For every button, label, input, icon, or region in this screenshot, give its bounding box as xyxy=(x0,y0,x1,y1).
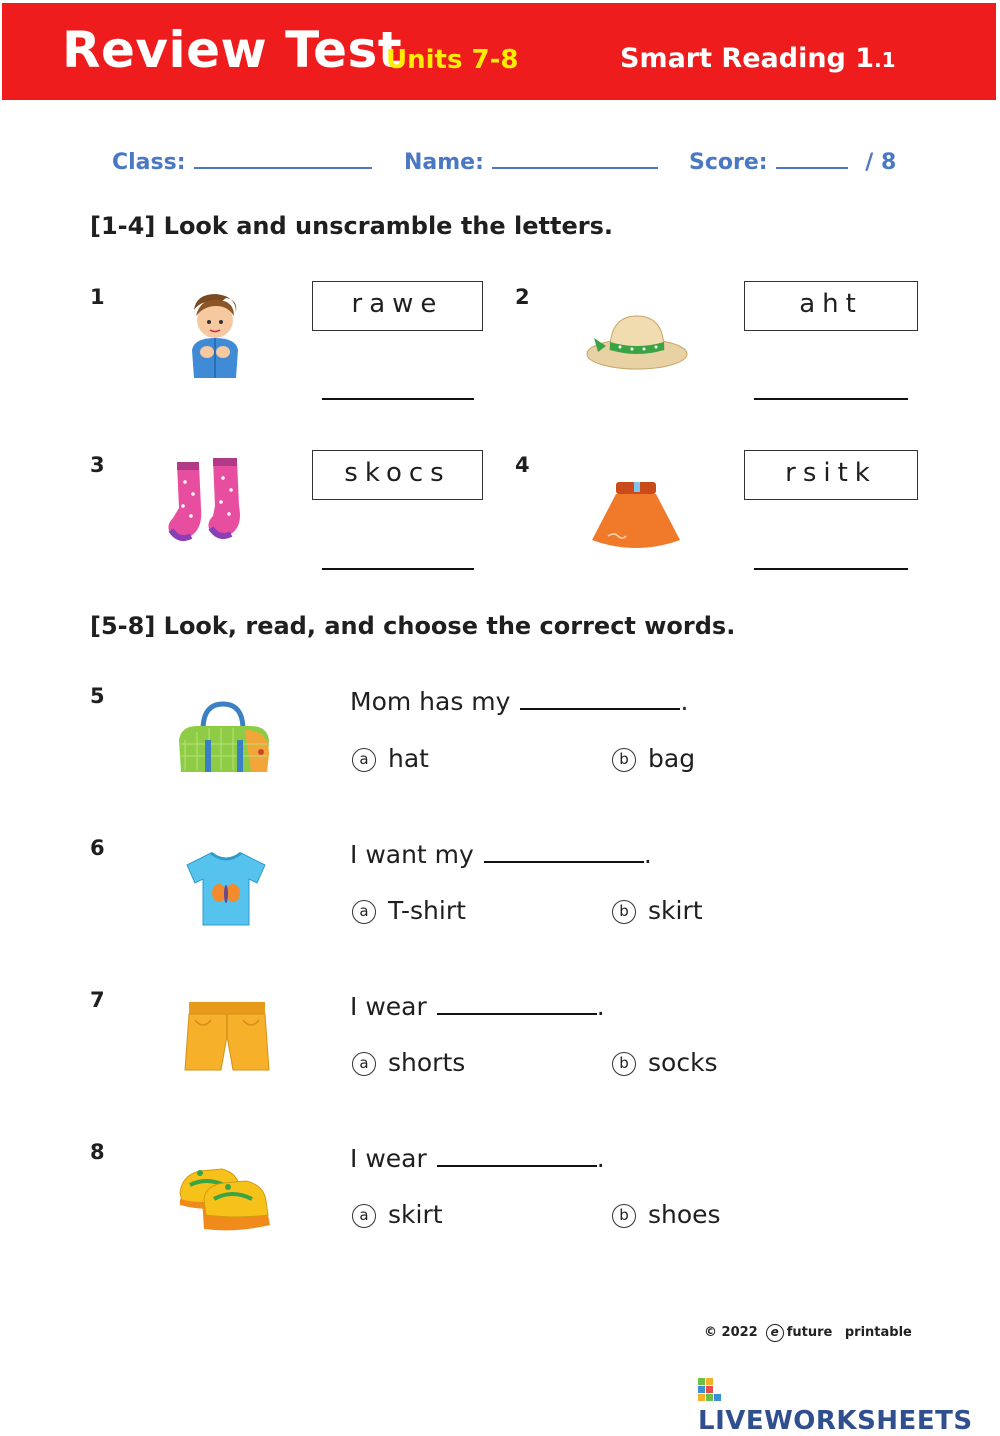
answer-blank[interactable] xyxy=(520,684,680,710)
answer-line[interactable] xyxy=(754,398,908,400)
option-b[interactable] xyxy=(612,1200,721,1229)
option-b-marker: b xyxy=(612,900,636,924)
class-label: Class: xyxy=(112,150,186,175)
brand-name: LIVEWORKSHEETS xyxy=(698,1406,973,1436)
option-a-marker: a xyxy=(352,748,376,772)
sentence xyxy=(350,989,605,1021)
option-a[interactable] xyxy=(352,1048,465,1077)
option-a-marker: a xyxy=(352,1052,376,1076)
part2-instruction: [5-8] Look, read, and choose the correct words. xyxy=(90,612,736,640)
option-label: skirt xyxy=(648,896,703,925)
series-name: Smart Reading 1 xyxy=(620,43,875,74)
option-b-marker: b xyxy=(612,1052,636,1076)
name-label: Name: xyxy=(404,150,484,175)
option-b[interactable] xyxy=(612,1048,718,1077)
sentence-text: I wear xyxy=(350,992,427,1021)
question-number: 1 xyxy=(90,285,105,309)
option-label: skirt xyxy=(388,1200,443,1229)
option-a-marker: a xyxy=(352,900,376,924)
sentence-end: . xyxy=(596,1144,605,1173)
publisher-name: future xyxy=(786,1325,833,1340)
score-total: / 8 xyxy=(865,150,897,175)
scrambled-word-box: rawe xyxy=(312,281,483,331)
option-b[interactable] xyxy=(612,896,703,925)
answer-blank[interactable] xyxy=(484,837,644,863)
sentence xyxy=(350,837,652,869)
header-banner xyxy=(2,3,996,100)
option-b-marker: b xyxy=(612,1204,636,1228)
printable-label: printable xyxy=(844,1325,912,1340)
score-label: Score: xyxy=(689,150,768,175)
sentence-text: I wear xyxy=(350,1144,427,1173)
option-label: socks xyxy=(648,1048,718,1077)
series-level: .1 xyxy=(874,48,896,72)
answer-blank[interactable] xyxy=(437,989,597,1015)
efuture-logo-icon: e xyxy=(766,1324,784,1342)
sentence-text: Mom has my xyxy=(350,687,511,716)
option-label: hat xyxy=(388,744,429,773)
question-number: 5 xyxy=(90,684,105,708)
answer-blank[interactable] xyxy=(437,1141,597,1167)
score-input-line[interactable] xyxy=(776,145,848,169)
option-label: shoes xyxy=(648,1200,721,1229)
option-a[interactable] xyxy=(352,1200,443,1229)
question-number: 3 xyxy=(90,453,105,477)
units-label: Units 7-8 xyxy=(386,45,519,75)
shorts-picture xyxy=(183,1000,271,1072)
sentence-end: . xyxy=(643,840,652,869)
answer-line[interactable] xyxy=(322,398,474,400)
liveworksheets-logo-icon xyxy=(698,1378,722,1402)
bag-picture xyxy=(175,700,273,778)
liveworksheets-brand[interactable] xyxy=(698,1376,1000,1436)
series-label xyxy=(620,43,896,74)
answer-line[interactable] xyxy=(322,568,474,570)
question-number: 7 xyxy=(90,988,105,1012)
scrambled-word-box: aht xyxy=(744,281,918,331)
option-label: T-shirt xyxy=(388,896,466,925)
t-shirt-picture xyxy=(185,849,267,927)
option-a[interactable] xyxy=(352,896,466,925)
copyright-line xyxy=(704,1324,912,1342)
sentence-end: . xyxy=(680,687,689,716)
option-b-marker: b xyxy=(612,748,636,772)
sentence-end: . xyxy=(596,992,605,1021)
option-label: shorts xyxy=(388,1048,466,1077)
page-title: Review Test xyxy=(62,21,403,79)
option-label: bag xyxy=(648,744,696,773)
answer-line[interactable] xyxy=(754,568,908,570)
sentence-text: I want my xyxy=(350,840,474,869)
scrambled-word-box: skocs xyxy=(312,450,483,500)
score-field xyxy=(689,145,896,175)
part1-instruction: [1-4] Look and unscramble the letters. xyxy=(90,212,613,240)
straw-hat-picture xyxy=(586,310,688,374)
class-input-line[interactable] xyxy=(194,145,372,169)
copyright-text: © 2022 xyxy=(704,1325,758,1340)
class-field xyxy=(112,145,372,175)
boy-dressing-picture xyxy=(180,290,250,382)
name-input-line[interactable] xyxy=(492,145,658,169)
pink-socks-picture xyxy=(165,458,257,544)
scrambled-word-box: rsitk xyxy=(744,450,918,500)
question-number: 4 xyxy=(515,453,530,477)
shoes-picture xyxy=(176,1155,272,1235)
sentence xyxy=(350,1141,605,1173)
question-number: 8 xyxy=(90,1140,105,1164)
question-number: 6 xyxy=(90,836,105,860)
name-field xyxy=(404,145,658,175)
option-b[interactable] xyxy=(612,744,695,773)
option-a[interactable] xyxy=(352,744,429,773)
option-a-marker: a xyxy=(352,1204,376,1228)
sentence xyxy=(350,684,688,716)
question-number: 2 xyxy=(515,285,530,309)
orange-skirt-picture xyxy=(588,478,684,552)
